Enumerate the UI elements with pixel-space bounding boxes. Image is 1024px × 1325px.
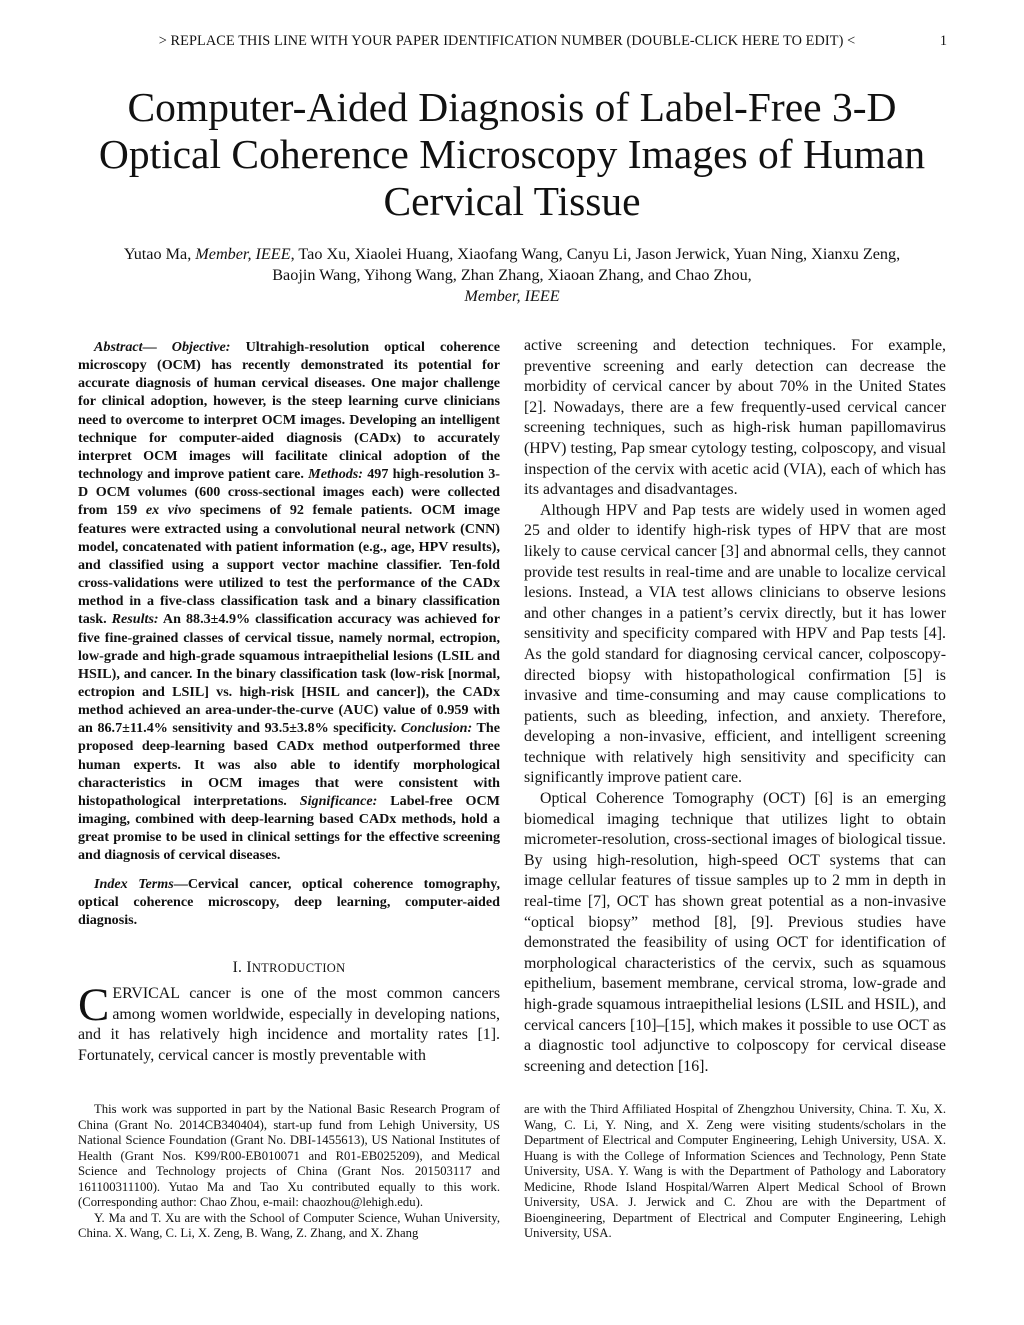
significance-label: Significance: — [299, 792, 378, 809]
methods-text-a: 497 high-resolution 3-D OCM volumes (600 cross-sectional images each) were collected from 159 — [78, 466, 500, 519]
results-label: Results: — [111, 611, 159, 628]
footnote-right — [524, 1102, 946, 1242]
abstract-label: Abstract — [94, 339, 143, 355]
objective-label: Objective: — [171, 339, 231, 355]
footnote-affiliations-b: are with the Third Affiliated Hospital of Zhengzhou University, China. T. Xu, X. Wang, C. Li, Y. Ning, and X. Zeng were visiting students/scholars in the Department of Electrical and Computer Engineering, Lehigh University, USA. X. Huang is with the College of Information Sciences and Technology, Penn State University, USA. Y. Wang is with the Department of Pathology and Laboratory Medicine, Rhode Island Hospital/Warren Alpert Medical School of Brown University, USA. J. Jerwick and C. Zhou are with the Department of Bioengineering, Department of Electrical and Computer Engineering, Lehigh University, USA. — [524, 1102, 946, 1240]
objective-text: Ultrahigh-resolution optical coherence microscopy (OCM) has recently demonstrated its potential for accurate diagnosis of human cervical diseases. One major challenge for clinical adoption, however, is the steep learning curve clinicians need to overcome to interpret OCM images. Developing an intelligent technique for computer-aided diagnosis (CADx) to accurately interpret OCM images will facilitate clinical adoption of the technology and improve patient care. — [78, 339, 500, 483]
right-column-body — [524, 336, 946, 1077]
methods-label: Methods: — [308, 466, 363, 483]
conclusion-label: Conclusion: — [400, 720, 473, 737]
author-last-affiliation: Member, IEEE — [464, 287, 560, 305]
index-terms — [78, 875, 500, 929]
results-text: An 88.3±4.9% classification accuracy was achieved for five fine-grained classes of cervical tissue, namely normal, ectropion, low-grade and high-grade squamous intraepithelial lesions (LSIL and HSIL), and cancer. In the binary classification task (low-risk [normal, ectropion and LSIL] vs. high-risk [HSIL and cancer]), the CADx method achieved an area-under-the-curve (AUC) value of 0.959 with an 86.7±11.4% sensitivity and 93.5±3.8% specificity. — [78, 611, 500, 737]
author-list — [110, 244, 914, 307]
section-heading-initial: I — [246, 959, 252, 976]
methods-ex-vivo: ex vivo — [145, 502, 192, 519]
paper-title: Computer-Aided Diagnosis of Label-Free 3-D Optical Coherence Microscopy Images of Human Cervical Tissue — [98, 84, 926, 224]
author-rest: , Tao Xu, Xiaolei Huang, Xiaofang Wang, Canyu Li, Jason Jerwick, Yuan Ning, Xianxu Zeng, Baojin Wang, Yihong Wang, Zhan Zhang, Xiaoan Zhang, and Chao Zhou, — [272, 245, 901, 284]
running-header: > REPLACE THIS LINE WITH YOUR PAPER IDENTIFICATION NUMBER (DOUBLE-CLICK HERE TO EDIT) < — [158, 33, 856, 49]
footnote-left — [78, 1102, 500, 1242]
abstract-dash: — — [142, 339, 172, 355]
footnote-affiliations-a: Y. Ma and T. Xu are with the School of Computer Science, Wuhan University, China. X. Wang, C. Li, X. Zeng, B. Wang, Z. Zhang, and X. Zhang — [78, 1210, 500, 1240]
body-paragraph-1: active screening and detection techniques. For example, preventive screening and early detection can decrease the morbidity of cervical cancer by about 70% in the United States [2]. Nowadays, there are a few frequently-used cervical cancer screening techniques, such as high-risk human papillomavirus (HPV) testing, Pap smear cytology testing, colposcopy, and visual inspection of the cervix with acetic acid (VIA), each of which has its advantages and disadvantages. — [524, 337, 946, 499]
section-numeral: I. — [232, 959, 243, 976]
section-heading-introduction — [78, 959, 500, 977]
author-first-affiliation: Member, IEEE — [195, 245, 291, 263]
abstract — [78, 338, 500, 865]
body-paragraph-3: Optical Coherence Tomography (OCT) [6] is an emerging biomedical imaging technique that utilizes light to obtain micrometer-resolution, cross-sectional images of biological tissue. By using high-resolution, high-speed OCT systems that can image cellular features of tissue samples up to 2 mm in depth in real-time [7], OCT has shown great potential as a non-invasive “optical biopsy” method [8], [9]. Previous studies have demonstrated the feasibility of using OCT for identification of morphological characteristics of the cervix, such as squamous epithelium, basement membrane, cervical stroma, low-grade and high-grade squamous intraepithelial lesions (LSIL and HSIL), and cervical cancers [10]–[15], which makes it possible to use OCT as a diagnostic tool adjunctive to colposcopy for cervical disease screening and detection [16]. — [524, 790, 946, 1075]
index-terms-label: Index Terms — [94, 876, 174, 892]
introduction-text: ERVICAL cancer is one of the most common cancers among women worldwide, especially in developing nations, and it has relatively high incidence and mortality rates [1]. Fortunately, cervical cancer is mostly preventable with — [78, 985, 500, 1065]
methods-text-b: specimens of 92 female patients. OCM image features were extracted using a convolutional neural network (CNN) model, concatenated with patient information (e.g., age, HPV results), and classified using a support vector machine classifier. Ten-fold cross-validations were utilized to test the performance of the CADx method in a five-class classification task and a binary classification task. — [78, 502, 500, 628]
significance-text: Label-free OCM imaging, combined with deep-learning based CADx methods, hold a great promise to be used in clinical settings for the effective screening and diagnosis of cervical diseases. — [78, 792, 500, 864]
author-first: Yutao Ma, — [123, 245, 196, 263]
conclusion-text: The proposed deep-learning based CADx method outperformed three human experts. It was also able to identify morphological characteristics in OCM images that were consistent with histopathological interpretations. — [78, 720, 501, 809]
body-paragraph-2: Although HPV and Pap tests are widely used in women aged 25 and older to identify high-risk types of HPV that are most likely to cause cervical cancer [3] and abnormal cells, they cannot provide test results in real-time and are unable to localize cervical lesions. Instead, a VIA test allows clinicians to observe lesions and other changes in a patient’s cervix directly, but it has lower sensitivity and specificity compared with HPV and Pap tests [4]. As the gold standard for diagnosing cervical cancer, colposcopy-directed biopsy with histopathological confirmation [5] is invasive and time-consuming and may cause complications to patients, such as bleeding, infection, and anxiety. Therefore, developing a non-invasive, efficient, and intelligent screening technique with relatively high sensitivity and specificity can significantly improve patient care. — [524, 501, 946, 787]
drop-cap: C — [78, 979, 110, 1031]
page-number: 1 — [939, 33, 947, 49]
footnote-funding: This work was supported in part by the National Basic Research Program of China (Grant No. 2014CB340404), start-up fund from Lehigh University, US National Science Foundation (Grant No. DBI-1455613), US National Institutes of Health (Grant Nos. K99/R00-EB010071 and R01-EB025209), and Medical Science and Technology projects of China (Grant Nos. 201503117 and 161100311100). Yutao Ma and Tao Xu contributed equally to this work. (Corresponding author: Chao Zhou, e-mail: chaozhou@lehigh.edu). — [78, 1102, 500, 1209]
section-heading-rest: NTRODUCTION — [251, 961, 346, 975]
introduction-paragraph — [78, 979, 500, 1067]
index-terms-text: —Cervical cancer, optical coherence tomography, optical coherence microscopy, deep learning, computer-aided diagnosis. — [78, 876, 500, 929]
